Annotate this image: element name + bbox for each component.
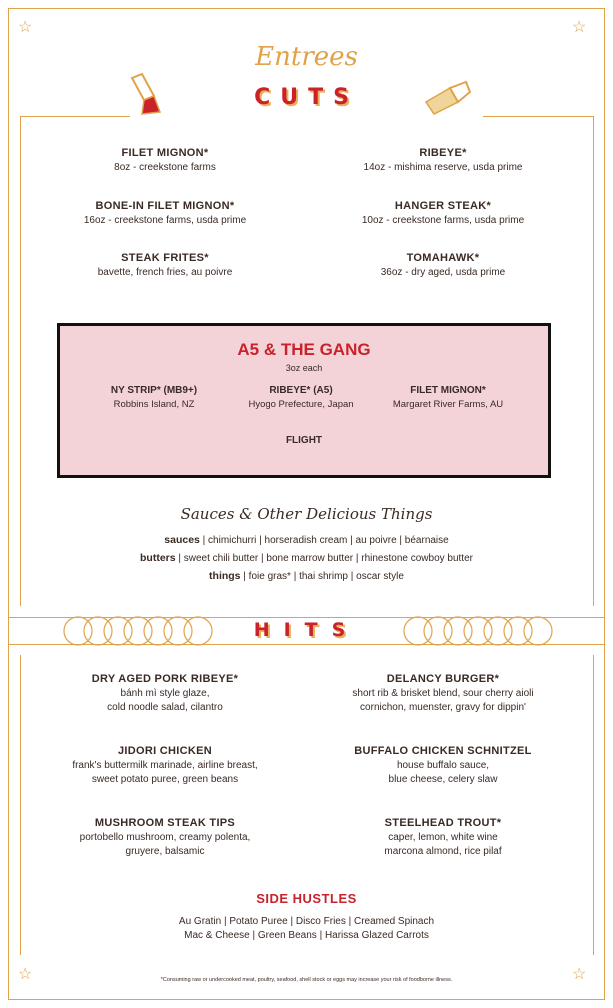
frame-top-line bbox=[8, 8, 605, 9]
cut-item bbox=[30, 200, 300, 228]
things-line bbox=[0, 570, 613, 582]
sauces-label: sauces bbox=[164, 534, 200, 546]
cut-item bbox=[308, 200, 578, 228]
cuts-banner-drop-right bbox=[593, 116, 594, 606]
cut-name: HANGER STEAK* bbox=[394, 200, 492, 212]
cuts-banner-line-right bbox=[483, 116, 593, 117]
butters-text: | sweet chili butter | bone marrow butter | rhinestone cowboy butter bbox=[175, 553, 473, 564]
hit-item bbox=[308, 745, 578, 787]
hit-desc: caper, lemon, white wine bbox=[388, 832, 498, 843]
a5-item bbox=[378, 385, 518, 410]
hit-desc: blue cheese, celery slaw bbox=[388, 774, 498, 785]
a5-item-desc: Robbins Island, NZ bbox=[113, 399, 195, 410]
star-icon: ☆ bbox=[572, 19, 587, 36]
hit-desc: gruyere, balsamic bbox=[125, 846, 205, 857]
cut-name: FILET MIGNON* bbox=[121, 147, 209, 159]
star-icon: ☆ bbox=[18, 19, 33, 36]
a5-item-desc: Hyogo Prefecture, Japan bbox=[248, 399, 354, 410]
cuts-banner-drop-left bbox=[20, 116, 21, 606]
sauces-heading: Sauces & Other Delicious Things bbox=[180, 505, 433, 523]
hit-item bbox=[30, 745, 300, 787]
hit-name: DELANCY BURGER* bbox=[386, 673, 500, 685]
hit-desc: portobello mushroom, creamy polenta, bbox=[79, 832, 251, 843]
hit-name: JIDORI CHICKEN bbox=[117, 745, 213, 757]
sauces-text: | chimichurri | horseradish cream | au poivre | béarnaise bbox=[199, 535, 449, 546]
hit-desc: bánh mì style glaze, bbox=[120, 688, 210, 699]
a5-item-name: RIBEYE* (A5) bbox=[269, 385, 333, 396]
cuts-title: CUTS bbox=[254, 85, 359, 110]
a5-subtitle: 3oz each bbox=[285, 363, 323, 373]
cut-desc: 8oz - creekstone farms bbox=[114, 162, 216, 173]
hit-desc: marcona almond, rice pilaf bbox=[384, 846, 502, 857]
entrees-heading: Entrees bbox=[255, 42, 358, 72]
hit-name: DRY AGED PORK RIBEYE* bbox=[91, 673, 239, 685]
hit-name: STEELHEAD TROUT* bbox=[384, 817, 502, 829]
cut-desc: bavette, french fries, au poivre bbox=[97, 267, 233, 278]
cut-desc: 36oz - dry aged, usda prime bbox=[380, 267, 506, 278]
cut-item bbox=[30, 147, 300, 175]
cut-desc: 14oz - mishima reserve, usda prime bbox=[363, 162, 523, 173]
hit-desc: sweet potato puree, green beans bbox=[91, 774, 239, 785]
a5-item-name: NY STRIP* (MB9+) bbox=[110, 385, 198, 396]
a5-item bbox=[84, 385, 224, 410]
a5-box bbox=[57, 323, 551, 478]
cut-name: BONE-IN FILET MIGNON* bbox=[95, 200, 235, 212]
hit-name: BUFFALO CHICKEN SCHNITZEL bbox=[354, 745, 532, 757]
hit-item bbox=[30, 673, 300, 715]
hits-title: HITS bbox=[253, 619, 360, 641]
hit-desc: house buffalo sauce, bbox=[396, 760, 490, 771]
cut-item bbox=[308, 252, 578, 280]
frame-bottom-line bbox=[8, 999, 605, 1000]
a5-item bbox=[231, 385, 371, 410]
butters-label: butters bbox=[140, 552, 176, 564]
cuts-banner-line-left bbox=[20, 116, 130, 117]
hit-name: MUSHROOM STEAK TIPS bbox=[94, 817, 236, 829]
cut-desc: 16oz - creekstone farms, usda prime bbox=[83, 215, 247, 226]
side-hustles-line-1: Au Gratin | Potato Puree | Disco Fries | Creamed Spinach bbox=[178, 916, 435, 927]
cut-item bbox=[30, 252, 300, 280]
sauces-line bbox=[0, 534, 613, 546]
hit-desc: short rib & brisket blend, sour cherry aioli bbox=[352, 688, 534, 699]
butters-line bbox=[0, 552, 613, 564]
cut-item bbox=[308, 147, 578, 175]
hit-item bbox=[308, 817, 578, 859]
a5-flight: FLIGHT bbox=[285, 435, 323, 446]
cut-name: TOMAHAWK* bbox=[406, 252, 480, 264]
a5-title: A5 & THE GANG bbox=[237, 340, 371, 359]
side-hustles-title: SIDE HUSTLES bbox=[256, 891, 357, 906]
side-hustles-line-2: Mac & Cheese | Green Beans | Harissa Glazed Carrots bbox=[184, 930, 429, 941]
cut-name: RIBEYE* bbox=[419, 147, 467, 159]
hits-box-left bbox=[20, 655, 21, 955]
footer-disclaimer: *Consuming raw or undercooked meat, poultry, seafood, shell stock or eggs may increase your risk of foodborne illness. bbox=[160, 977, 453, 983]
frame-left-line bbox=[8, 8, 9, 1000]
cut-name: STEAK FRITES* bbox=[121, 252, 209, 264]
cut-desc: 10oz - creekstone farms, usda prime bbox=[361, 215, 525, 226]
things-text: | foie gras* | thai shrimp | oscar style bbox=[240, 571, 404, 582]
hit-item bbox=[308, 673, 578, 715]
hit-desc: frank's buttermilk marinade, airline breast, bbox=[72, 760, 258, 771]
hit-desc: cornichon, muenster, gravy for dippin' bbox=[360, 702, 526, 713]
star-icon: ☆ bbox=[572, 966, 587, 983]
frame-right-line bbox=[604, 8, 605, 1000]
a5-item-desc: Margaret River Farms, AU bbox=[392, 399, 504, 410]
star-icon: ☆ bbox=[18, 966, 33, 983]
things-label: things bbox=[209, 570, 241, 582]
hit-desc: cold noodle salad, cilantro bbox=[107, 702, 223, 713]
a5-item-name: FILET MIGNON* bbox=[410, 385, 486, 396]
hit-item bbox=[30, 817, 300, 859]
hits-box-right bbox=[593, 655, 594, 955]
